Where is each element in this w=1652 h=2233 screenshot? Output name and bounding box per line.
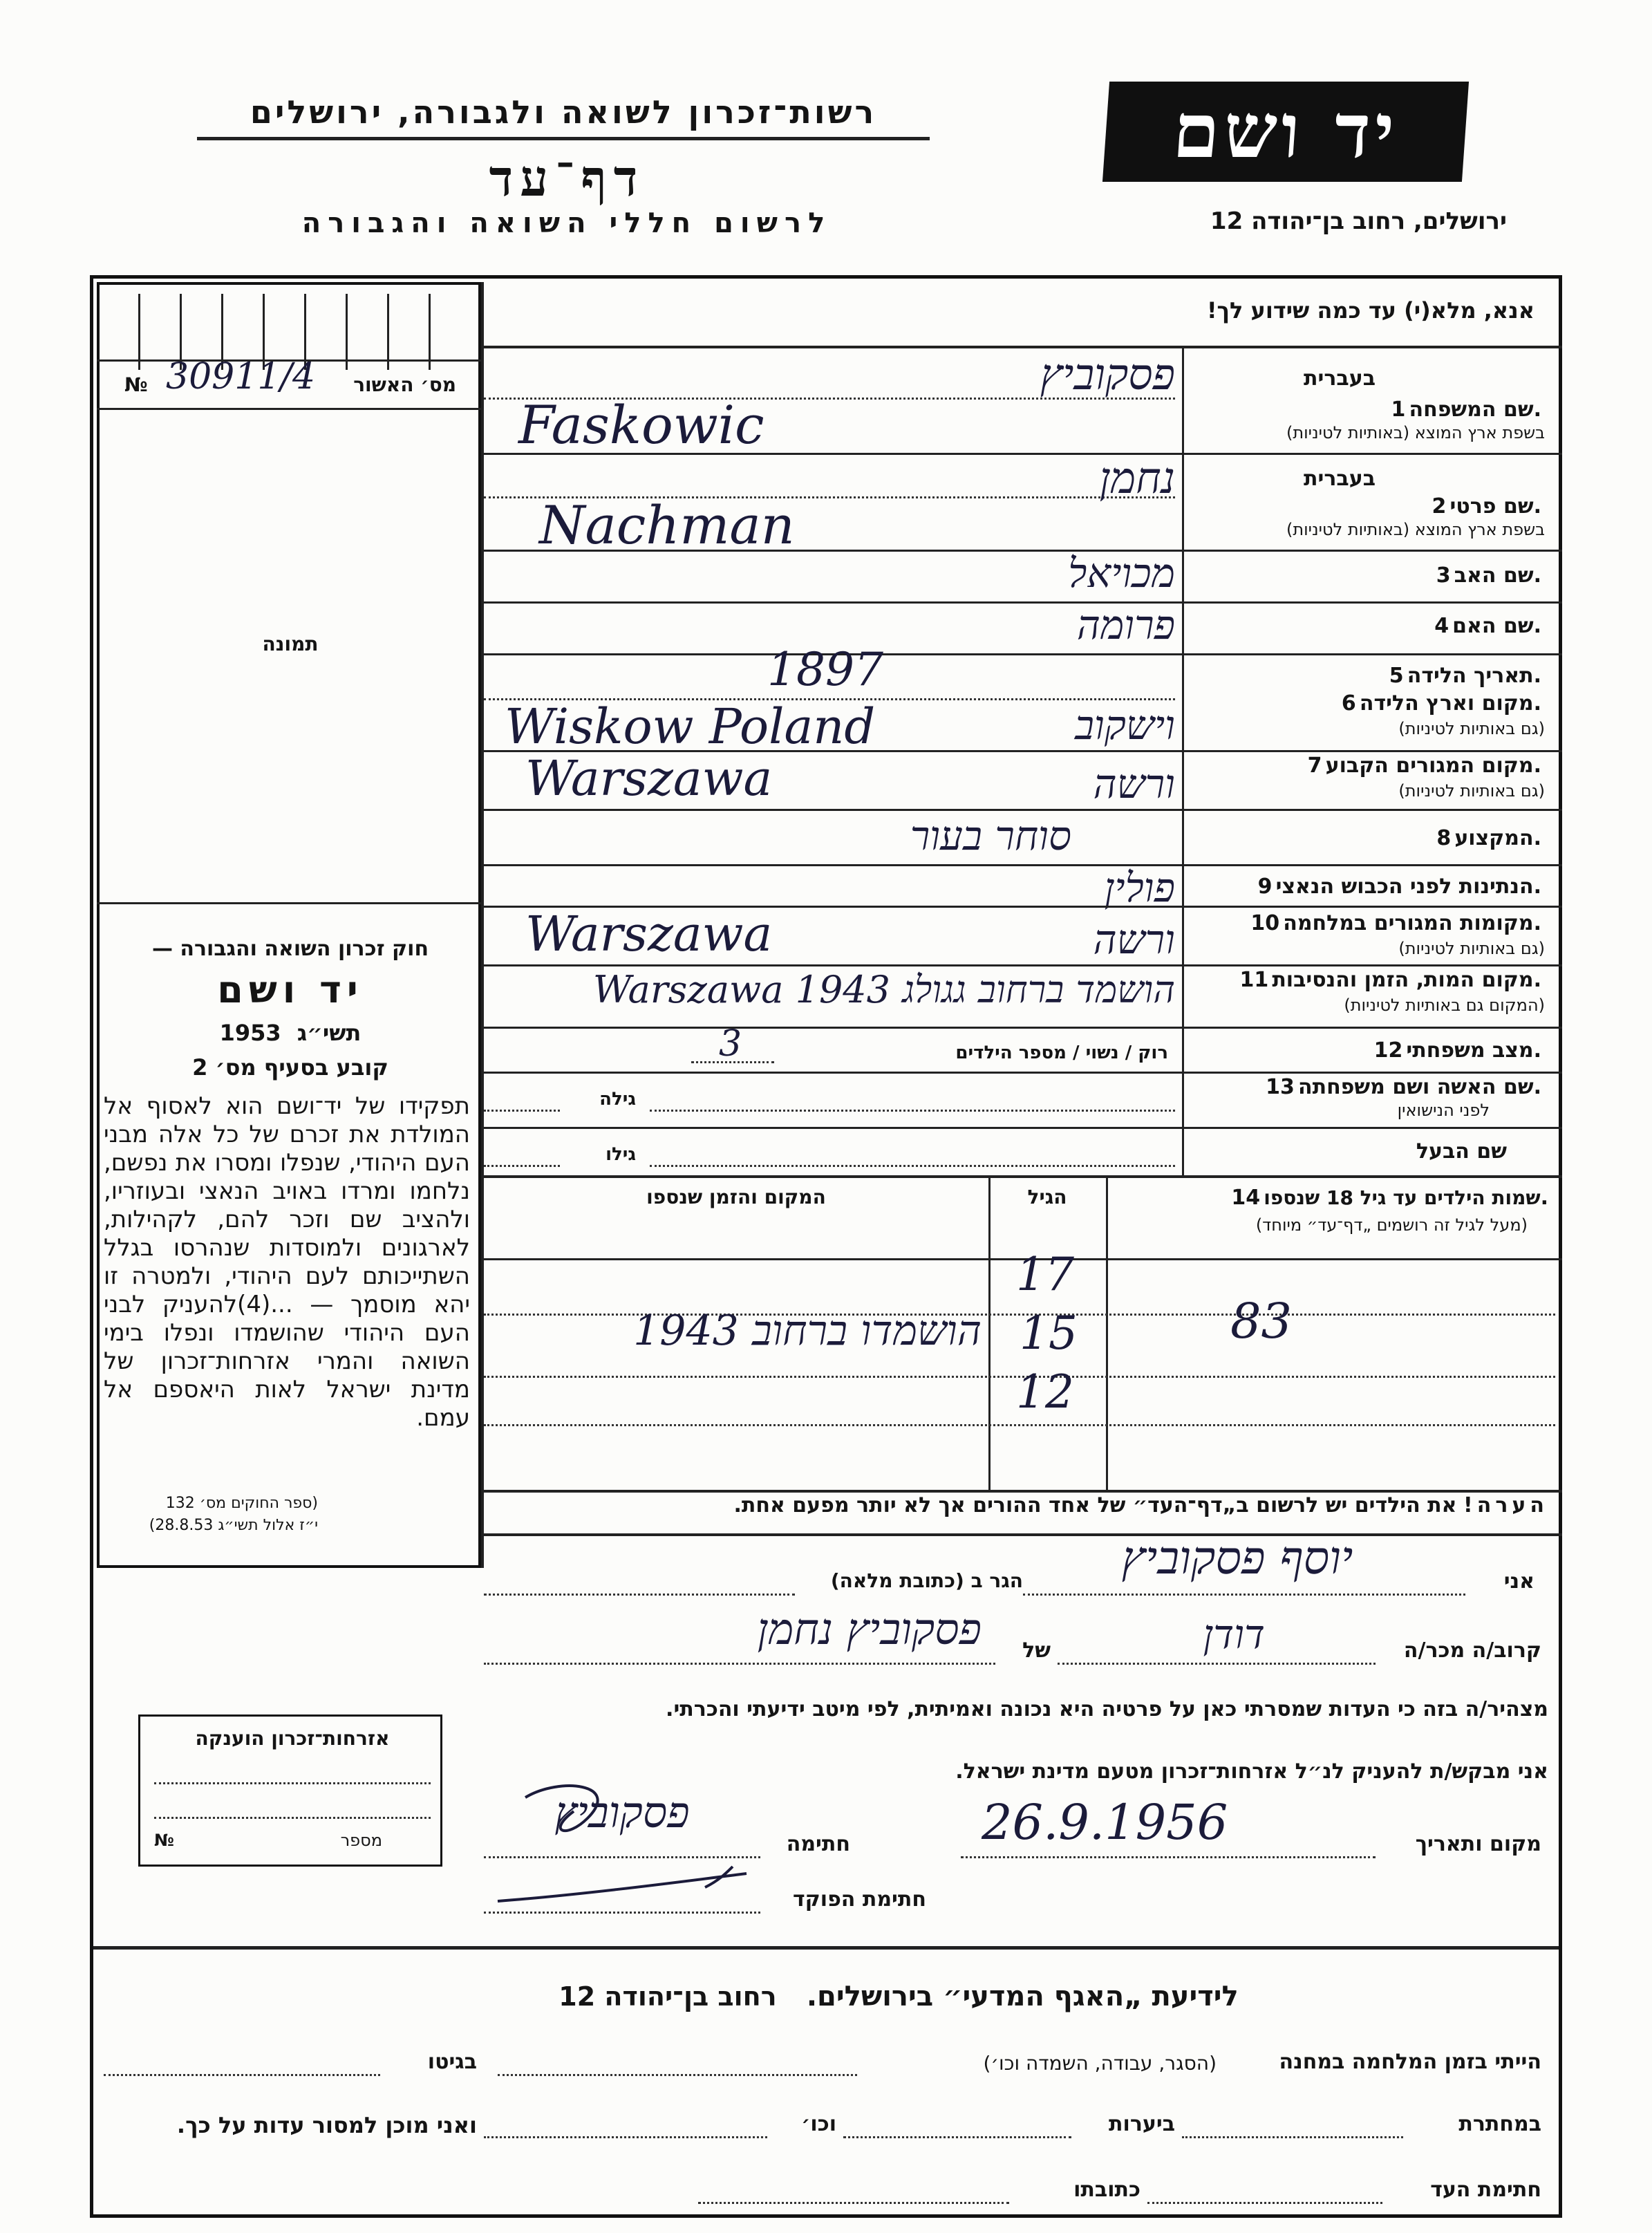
field-6-num: 6. bbox=[1341, 691, 1541, 716]
field-11-value: Warszawa 1943 הושמד ברחוב גגולג bbox=[592, 968, 1175, 1011]
field-7-latin-value: Warszawa bbox=[525, 750, 773, 807]
field-7-sub: (גם באותיות לטיניות) bbox=[1398, 781, 1545, 801]
field-5-label-text: תאריך הלידה bbox=[1407, 664, 1534, 688]
field-3-num: 3. bbox=[1436, 563, 1541, 588]
field-10-num: 10. bbox=[1250, 911, 1541, 935]
instruction: אנא, מלא(י) עד כמה שידוע לך! bbox=[1206, 297, 1534, 324]
column-divider bbox=[481, 282, 484, 1568]
decl-request: אני מבקש/ת להעניק לנ״ל אזרחות־זכרון מטעם מדינת ישראל. bbox=[955, 1759, 1548, 1784]
field-13-sub: לפני הנישואין bbox=[1397, 1101, 1490, 1120]
citizenship-number-label: מספר bbox=[340, 1831, 382, 1850]
field-8-label bbox=[1189, 826, 1541, 850]
field-2-hebrew-value: נחמן bbox=[1099, 453, 1175, 503]
field-6-sub: (גם באותיות לטיניות) bbox=[1398, 719, 1545, 738]
field-9-label-text: הנתינות לפני הכבוש הנאצי bbox=[1275, 875, 1534, 899]
field-12-status-options: רוק / נשוי / מספר הילדים bbox=[955, 1043, 1168, 1063]
footer-line1-a: הייתי בזמן המלחמה במחנה bbox=[1279, 2050, 1541, 2074]
law-year: 1953 bbox=[219, 1020, 281, 1046]
footer-line3-a: חתימת העד bbox=[1430, 2178, 1541, 2202]
field-2-latin-value: Nachman bbox=[539, 494, 795, 556]
law-year-line bbox=[111, 1020, 470, 1046]
field-12-label bbox=[1189, 1038, 1541, 1063]
field-5-num: 5. bbox=[1389, 664, 1541, 688]
field-8-num: 8. bbox=[1436, 826, 1541, 850]
field-10-sub: (גם באותיות לטיניות) bbox=[1398, 939, 1545, 958]
citizenship-no: № bbox=[154, 1831, 174, 1850]
law-year-hebrew: תשי״ג bbox=[297, 1020, 362, 1046]
footer-line1-c: בגיטו bbox=[427, 2050, 477, 2074]
decl-signature: פסקוביץ bbox=[554, 1787, 690, 1838]
field-1-sub: בשפת ארץ המוצא (באותיות לטיניות) bbox=[1286, 423, 1545, 442]
decl-witness-name: יוסף פסקוביץ bbox=[1121, 1531, 1353, 1585]
field-2-hebrew-tag: בעברית bbox=[1304, 467, 1376, 491]
law-text: תפקידו של יד־ושם הוא לאסוף אל המולדת את זכרם של כל אלה מבני העם היהודי, שנפלו ומסרו את נפשם, נלחמו ומרדו באויב הנאצי ובעוזריו, ולהציב שם וזכר להם, לקהילות, לארגונים ולמוסדות שנהרסו בגלל השתייכותם לעם היהודי, ולמטרה זו יהא מוסמך — ...(4)להעניק לבני העם היהודי שהושמדו ונפלו בימי השואה והמרי אזרחות־זכרון של מדינת ישראל לאות היאספם אל עמם. bbox=[104, 1092, 470, 1432]
decl-officer-label: חתימת הפוקד bbox=[793, 1887, 926, 1912]
decl-place-date-label: מקום ותאריך bbox=[1415, 1832, 1541, 1856]
decl-resides: הגר ב (כתובת מלאה) bbox=[830, 1569, 1023, 1592]
law-ref-2: י״ז אלול תשי״ג 28.8.53) bbox=[149, 1517, 318, 1534]
field-11-num: 11. bbox=[1239, 968, 1541, 992]
field-1-label-text: שם המשפחה bbox=[1409, 398, 1534, 422]
children-num: 14. bbox=[1231, 1186, 1548, 1210]
field-6-hebrew-value: וישקוב bbox=[1075, 702, 1175, 749]
decl-relation: דודן bbox=[1203, 1611, 1265, 1658]
footer-line2-b: ביערות bbox=[1109, 2112, 1175, 2136]
address: ירושלים, רחוב בן־יהודה 12 bbox=[1210, 207, 1507, 235]
field-2-label bbox=[1189, 494, 1541, 518]
children-age-header: הגיל bbox=[1027, 1186, 1067, 1208]
decl-statement: מצהיר/ה בזה כי העדות שמסרתי כאן על פרטיה היא נכונה ואמיתית, לפי מיטב ידיעתי והכרתי. bbox=[666, 1697, 1548, 1721]
field-7-label bbox=[1189, 754, 1541, 778]
field-3-label bbox=[1189, 563, 1541, 588]
field-8-value: סוחר בעור bbox=[910, 812, 1071, 859]
decl-relation-label: קרוב/ה מכר/ה bbox=[1403, 1638, 1541, 1663]
footer-line1-b: (הסגר, עבודה, השמדה וכו׳) bbox=[983, 2052, 1217, 2075]
field-11-sub: (המקום גם באותיות לטיניות) bbox=[1344, 996, 1545, 1015]
footer-heading bbox=[415, 1981, 1382, 2012]
child-age-2: 15 bbox=[1020, 1307, 1078, 1360]
field-5-value: 1897 bbox=[767, 643, 883, 696]
children-label-text: שמות הילדים עד גיל 18 שנספו bbox=[1264, 1186, 1541, 1209]
field-13-num: 13. bbox=[1266, 1075, 1541, 1099]
field-13-label bbox=[1189, 1075, 1541, 1099]
authority-name: רשות־זכרון לשואה ולגבורה, ירושלים bbox=[250, 93, 877, 131]
field-4-value: פרומה bbox=[1076, 601, 1175, 648]
children-place-header: המקום והזמן שנספו bbox=[646, 1186, 826, 1208]
field-11-label bbox=[1189, 968, 1541, 992]
field-10-latin-value: Warszawa bbox=[525, 906, 773, 962]
footer-title: לידיעת „האגף המדעי״ בירושלים. bbox=[806, 1981, 1239, 2012]
note bbox=[491, 1493, 1548, 1517]
field-10-label bbox=[1189, 911, 1541, 935]
field-2-num: 2. bbox=[1432, 494, 1541, 518]
field-husband-label bbox=[1189, 1139, 1507, 1164]
form-subtitle: לרשום חללי השואה והגבורה bbox=[301, 207, 832, 239]
field-2-sub: בשפת ארץ המוצא (באותיות לטיניות) bbox=[1286, 520, 1545, 539]
law-ref-1: (ספר החוקים מס׳ 132 bbox=[165, 1495, 318, 1512]
footer-line2-a: במחתרת bbox=[1458, 2112, 1541, 2136]
footer-address: רחוב בן־יהודה 12 bbox=[559, 1981, 777, 2012]
field-7-hebrew-value: ורשה bbox=[1093, 760, 1175, 807]
child-age-3: 12 bbox=[1016, 1365, 1074, 1419]
field-12-num: 12. bbox=[1373, 1038, 1541, 1063]
yad-vashem-logo bbox=[1102, 82, 1469, 182]
decl-signature-label: חתימה bbox=[786, 1832, 850, 1856]
registry-no-symbol: № bbox=[124, 373, 148, 396]
field-7-num: 7. bbox=[1307, 754, 1541, 778]
field-13-age-label: גילה bbox=[599, 1089, 636, 1110]
field-13-label-text: שם האשה ושם משפחתה bbox=[1297, 1075, 1534, 1099]
registry-label: מס׳ האשור bbox=[353, 373, 456, 396]
field-10-label-text: מקומות המגורים במלחמה bbox=[1283, 911, 1534, 935]
footer-line2-c: וכו׳ bbox=[801, 2112, 836, 2136]
field-1-num: 1. bbox=[1391, 398, 1541, 422]
children-names-mark: 83 bbox=[1230, 1293, 1293, 1349]
field-5-label bbox=[1189, 664, 1541, 688]
citizenship-box bbox=[138, 1715, 442, 1867]
field-6-label bbox=[1189, 691, 1541, 716]
logo-text: יד ושם bbox=[1170, 88, 1402, 175]
footer-separator bbox=[93, 1946, 1559, 1950]
field-4-label-text: שם האם bbox=[1452, 614, 1534, 638]
field-4-label bbox=[1189, 614, 1541, 638]
field-6-latin-value: Wiskow Poland bbox=[505, 698, 876, 755]
field-10-hebrew-value: ורשה bbox=[1093, 916, 1175, 963]
decl-date: 26.9.1956 bbox=[982, 1794, 1228, 1851]
children-place-value: הושמדו ברחוב 1943 bbox=[633, 1307, 982, 1355]
child-age-1: 17 bbox=[1016, 1248, 1074, 1301]
field-9-num: 9. bbox=[1257, 875, 1541, 899]
field-6-label-text: מקום וארץ הלידה bbox=[1359, 691, 1534, 716]
children-sub: (מעל לגיל זה רושמים „דף־עד״ מיוחד) bbox=[1255, 1215, 1528, 1235]
field-3-value: מכויאל bbox=[1068, 550, 1175, 597]
decl-of-label: של bbox=[1022, 1638, 1051, 1663]
field-2-label-text: שם פרטי bbox=[1449, 494, 1534, 518]
field-12-label-text: מצב משפחתי bbox=[1406, 1038, 1534, 1063]
field-9-label bbox=[1189, 875, 1541, 899]
form-title: דף־עד bbox=[489, 149, 645, 207]
field-7-label-text: מקום המגורים הקבוע bbox=[1325, 754, 1534, 778]
label-divider bbox=[1182, 346, 1184, 1175]
children-label bbox=[1113, 1186, 1548, 1210]
field-12-children-count: 3 bbox=[719, 1023, 742, 1065]
field-husband-label-text: שם הבעל bbox=[1416, 1139, 1507, 1164]
field-4-num: 4. bbox=[1434, 614, 1541, 638]
footer-line2-d: ואני מוכן למסור עדות על כך. bbox=[176, 2112, 477, 2138]
decl-ani: אני bbox=[1503, 1569, 1534, 1594]
field-11-label-text: מקום המות, הזמן והנסיבות bbox=[1272, 968, 1534, 992]
law-clause: קובע בסעיף מס׳ 2 bbox=[192, 1054, 388, 1081]
citizenship-title: אזרחות־זכרון הוענקה bbox=[195, 1727, 390, 1750]
field-9-value: פולין bbox=[1104, 864, 1175, 911]
field-1-latin-value: Faskowic bbox=[518, 394, 764, 456]
law-title: חוק זכרון השואה והגבורה — bbox=[151, 937, 429, 961]
field-8-label-text: המקצוע bbox=[1454, 826, 1534, 850]
note-text: את הילדים יש לרשום ב„דף־העד״ של אחד ההורים אך לא יותר מפעם אחת. bbox=[733, 1493, 1457, 1517]
decl-of-name: פסקוביץ נחמן bbox=[757, 1604, 982, 1654]
field-1-hebrew-value: פסקוביץ bbox=[1040, 349, 1175, 400]
footer-line3-b: כתובתו bbox=[1073, 2178, 1141, 2202]
registry-number: 30911/4 bbox=[166, 356, 316, 398]
field-husband-age-label: גילו bbox=[606, 1144, 636, 1165]
photo-label: תמונה bbox=[262, 633, 319, 655]
field-1-label bbox=[1189, 398, 1541, 422]
law-name: יד ושם bbox=[217, 968, 364, 1011]
field-1-hebrew-tag: בעברית bbox=[1304, 366, 1376, 391]
authority-underline bbox=[197, 137, 930, 140]
field-3-label-text: שם האב bbox=[1454, 563, 1534, 588]
note-title: הערה! bbox=[1463, 1493, 1548, 1517]
